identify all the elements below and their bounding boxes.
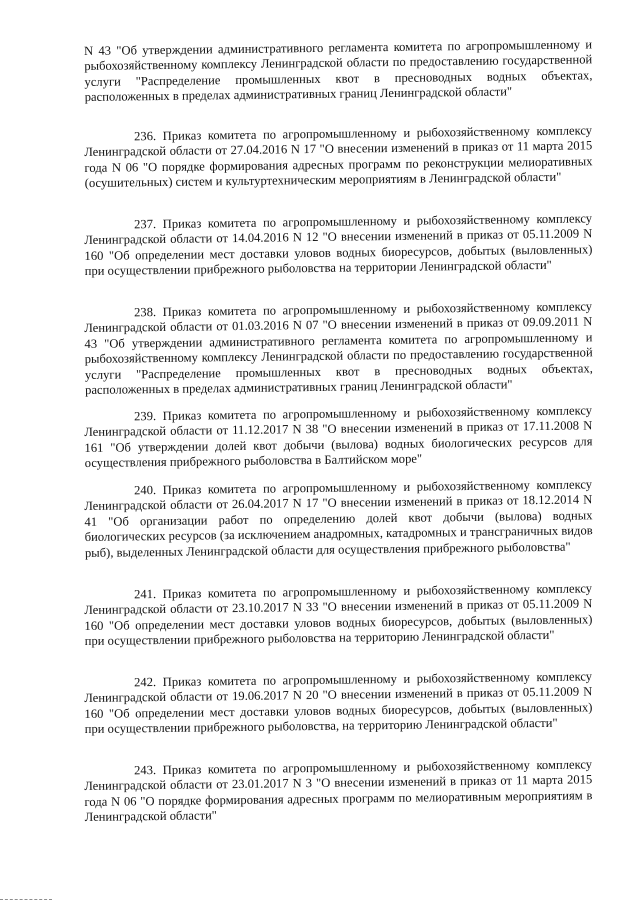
paragraph-242 — [84, 669, 593, 737]
paragraph-text: 236. Приказ комитета по агропромышленному и рыбохозяйственному комплексу Ленинградской области от 27.04.2016 N 17 "О внесении изменений в приказ от 11 марта 2015 года N 06 "О порядке формирования адресных программ по реконструкции мелиоративных (осушительных) систем и культуртехническим мероприятиям в Ленинградской области" — [84, 123, 593, 191]
scan-edge-mark — [0, 899, 52, 903]
paragraph-239 — [84, 403, 593, 471]
paragraph-continuation — [84, 37, 593, 105]
paragraph-236 — [84, 123, 593, 191]
paragraph-text: 241. Приказ комитета по агропромышленному и рыбохозяйственному комплексу Ленинградской области от 23.10.2017 N 33 "О внесении изменений в приказ от 05.11.2009 N 160 "Об определении мест доставки уловов водных биоресурсов, добытых (выловленных) при осуществлении прибрежного рыболовства на территорию Ленинградской области" — [84, 581, 593, 649]
paragraph-text: 239. Приказ комитета по агропромышленному и рыбохозяйственному комплексу Ленинградской области от 11.12.2017 N 38 "О внесении изменений в приказ от 17.11.2008 N 161 "Об утверждении долей квот добычи (вылова) водных биологических ресурсов для осуществления прибрежного рыболовства в Балтийском море" — [84, 403, 593, 471]
paragraph-text: 242. Приказ комитета по агропромышленному и рыбохозяйственному комплексу Ленинградской области от 19.06.2017 N 20 "О внесении изменений в приказ от 05.11.2009 N 160 "Об определении мест доставки уловов водных биоресурсов, добытых (выловленных) при осуществлении прибрежного рыболовства, на территорию Ленинградской области" — [84, 669, 593, 737]
paragraph-241 — [84, 581, 593, 649]
paragraph-237 — [84, 211, 593, 279]
paragraph-text: 243. Приказ комитета по агропромышленному и рыбохозяйственному комплексу Ленинградской области от 23.01.2017 N 3 "О внесении изменений в приказ от 11 марта 2015 года N 06 "О порядке формирования адресных программ по мелиоративным мероприятиям в Ленинградской области" — [84, 757, 593, 825]
paragraph-text: 240. Приказ комитета по агропромышленному и рыбохозяйственному комплексу Ленинградской области от 26.04.2017 N 17 "О внесении изменений в приказ от 18.12.2014 N 41 "Об организации работ по определению долей квот добычи (вылова) водных биологических ресурсов (за исключением анадромных, катадромных и трансграничных видов рыб), выделенных Ленинградской области для осуществления прибрежного рыболовства" — [84, 477, 593, 560]
paragraph-243 — [84, 757, 593, 825]
paragraph-text: 237. Приказ комитета по агропромышленному и рыбохозяйственному комплексу Ленинградской области от 14.04.2016 N 12 "О внесении изменений в приказ от 05.11.2009 N 160 "Об определении мест доставки уловов водных биоресурсов, добытых (выловленных) при осуществлении прибрежного рыболовства на территории Ленинградской области" — [84, 211, 593, 279]
paragraph-240 — [84, 477, 593, 561]
paragraph-238 — [84, 299, 593, 398]
paragraph-text: N 43 "Об утверждении административного регламента комитета по агропромышленному и рыбохозяйственному комплексу Ленинградской области по предоставлению государственной услуги "Распределение промышленных квот в пресноводных водных объектах, расположенных в пределах административных границ Ленинградской области" — [84, 37, 593, 105]
paragraph-text: 238. Приказ комитета по агропромышленному и рыбохозяйственному комплексу Ленинградской области от 01.03.2016 N 07 "О внесении изменений в приказ от 09.09.2011 N 43 "Об утверждении административного регламента комитета по агропромышленному и рыбохозяйственному комплексу Ленинградской области по предоставлению государственной услуги "Распределение промышленных квот в пресноводных водных объектах, расположенных в пределах административных границ Ленинградской области" — [84, 299, 593, 398]
